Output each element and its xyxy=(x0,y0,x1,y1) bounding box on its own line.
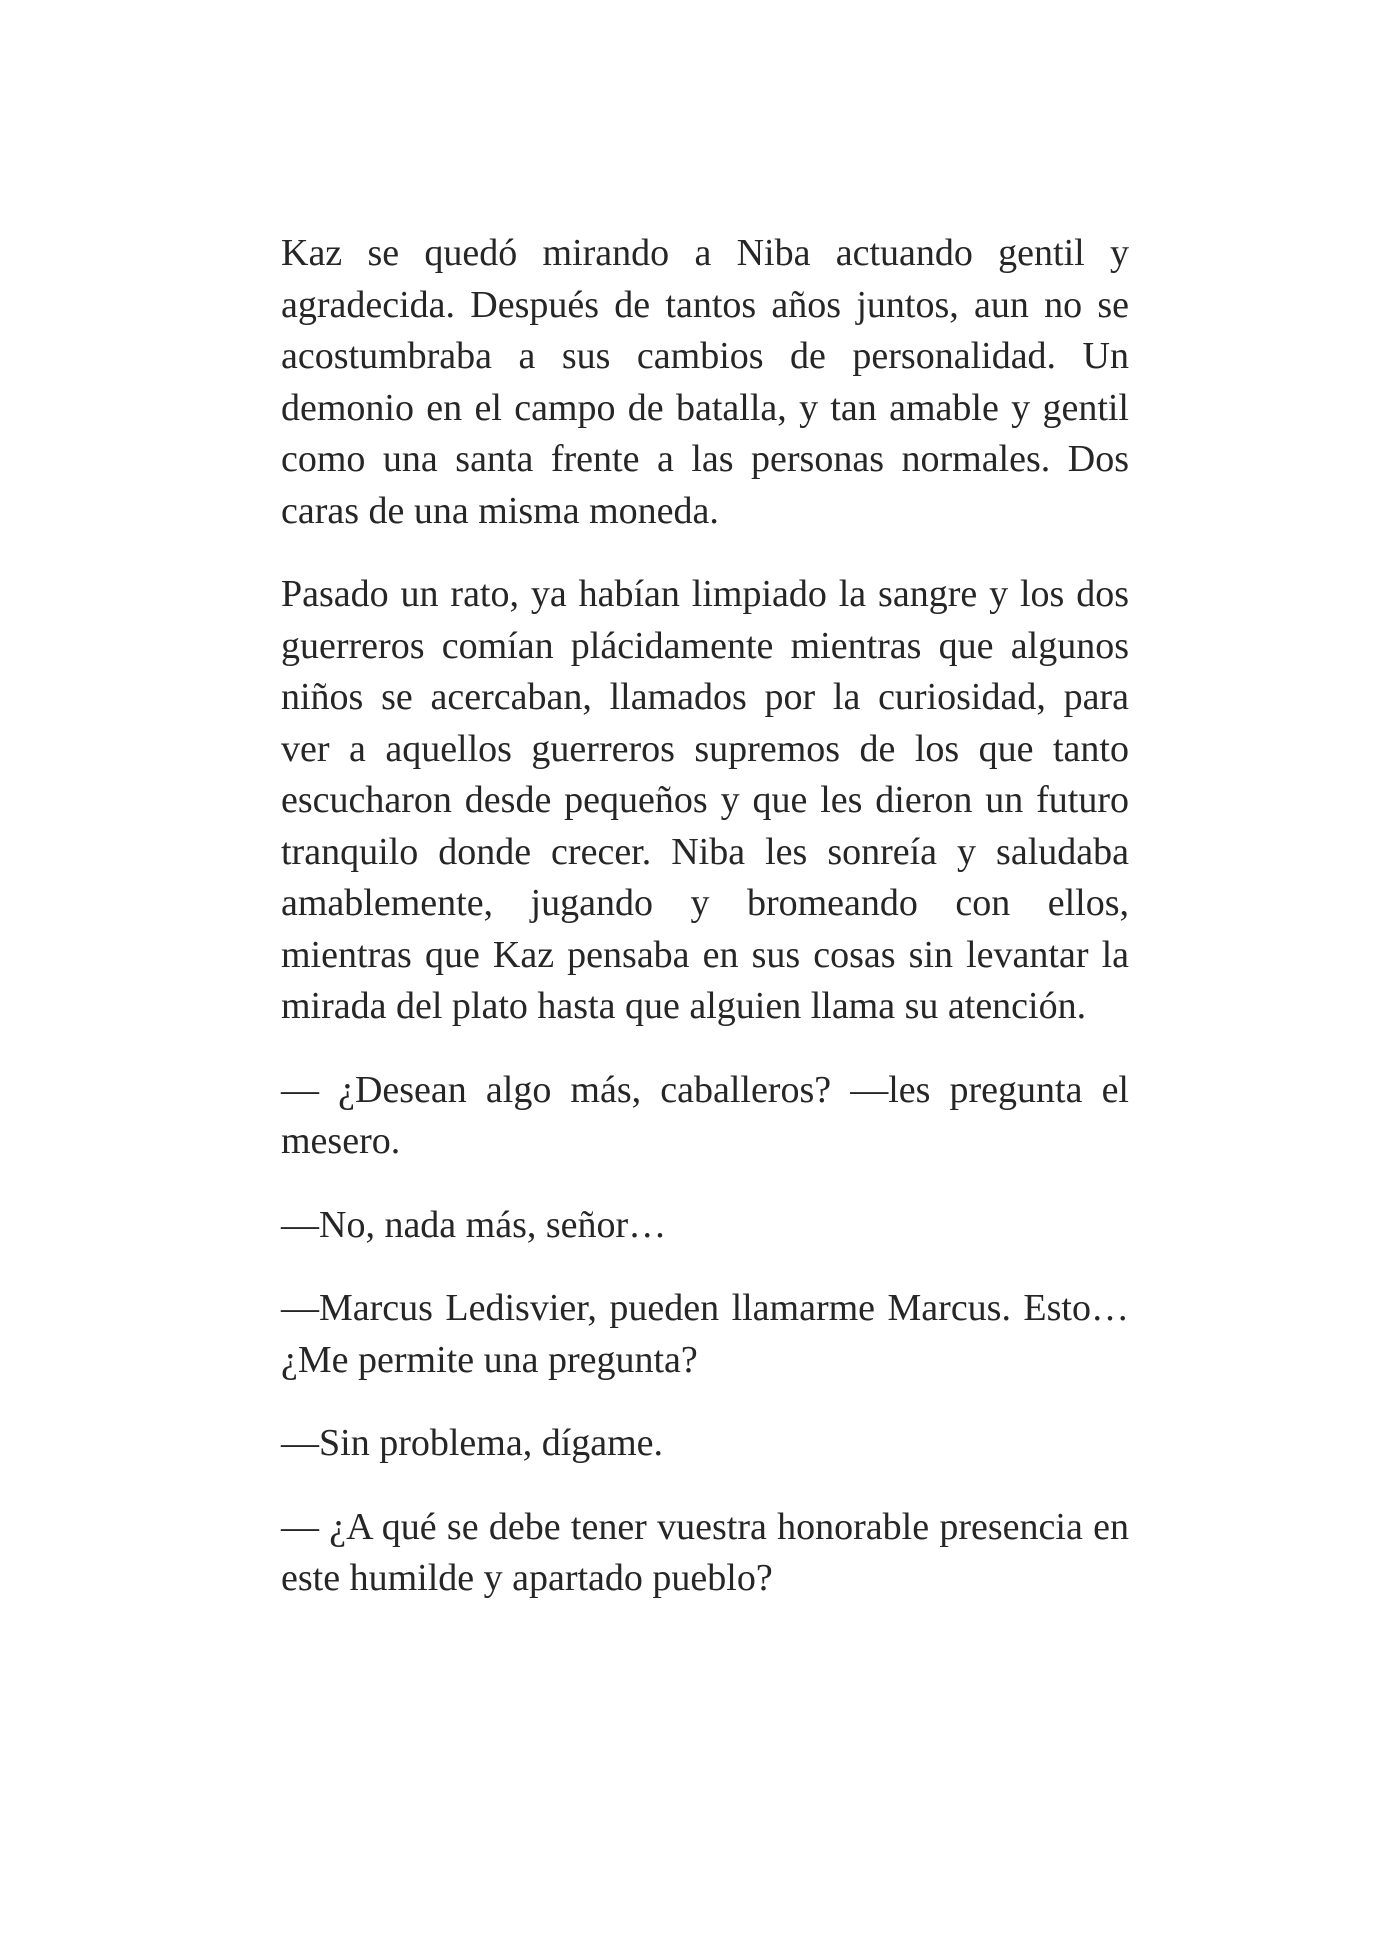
dialogue-go-ahead: —Sin problema, dígame. xyxy=(281,1422,664,1464)
dialogue-marcus-question: — ¿A qué se debe tener vuestra honorable presencia en este humilde y apartado pueblo? xyxy=(281,1505,1129,1599)
paragraph-children-approach: Pasado un rato, ya habían limpiado la sangre y los dos guerreros comían plácidamente mientras que algunos niños se acercaban, llamados por la curiosidad, para ver a aquellos guerreros supremos de los que tanto escucharon desde pequeños y que les dieron un futuro tranquilo donde crecer. Niba les sonreía y saludaba amablemente, jugando y bromeando con ellos, mientras que Kaz pensaba en sus cosas sin levantar la mirada del plato hasta que alguien llama su atención. xyxy=(281,573,1129,1027)
paragraph-kaz-observes-niba: Kaz se quedó mirando a Niba actuando gentil y agradecida. Después de tantos años juntos, aun no se acostumbraba a sus cambios de personalidad. Un demonio en el campo de batalla, y tan amable y gentil como una santa frente a las personas normales. Dos caras de una misma moneda. xyxy=(281,232,1129,532)
page-body-text xyxy=(281,228,1129,1637)
dialogue-marcus-intro: —Marcus Ledisvier, pueden llamarme Marcus. Esto… ¿Me permite una pregunta? xyxy=(281,1287,1129,1381)
dialogue-waiter-asks: — ¿Desean algo más, caballeros? —les pregunta el mesero. xyxy=(281,1068,1129,1162)
dialogue-no-thanks: —No, nada más, señor… xyxy=(281,1203,667,1246)
